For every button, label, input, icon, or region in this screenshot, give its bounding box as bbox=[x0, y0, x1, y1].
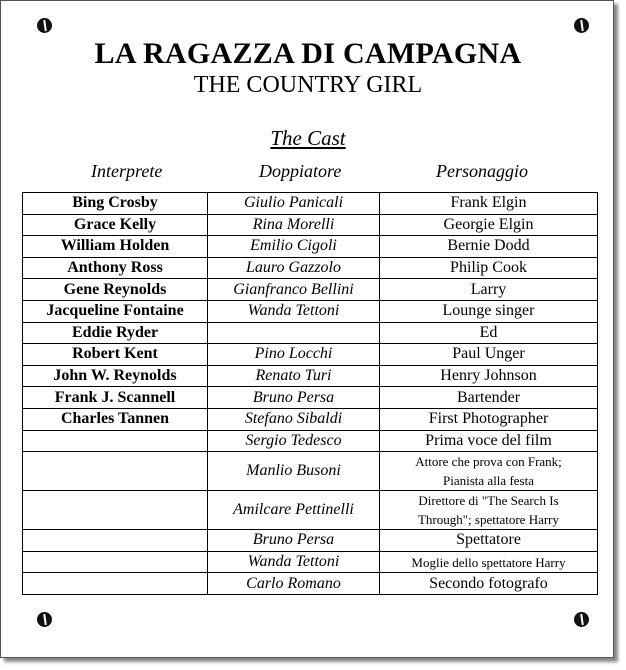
column-header-interprete: Interprete bbox=[91, 161, 163, 181]
actor-cell: Grace Kelly bbox=[23, 214, 208, 236]
dubber-cell: Renato Turi bbox=[208, 365, 380, 387]
character-cell: Secondo fotografo bbox=[380, 573, 598, 595]
table-row bbox=[23, 408, 598, 430]
table-row bbox=[23, 430, 598, 452]
character-cell: Larry bbox=[380, 279, 598, 301]
character-cell: Georgie Elgin bbox=[380, 214, 598, 236]
table-row bbox=[23, 214, 598, 236]
character-cell: Henry Johnson bbox=[380, 365, 598, 387]
character-cell: First Photographer bbox=[380, 408, 598, 430]
screw-icon-top-right bbox=[574, 18, 589, 33]
dubber-cell: Rina Morelli bbox=[208, 214, 380, 236]
dubber-cell: Gianfranco Bellini bbox=[208, 279, 380, 301]
dubber-cell: Carlo Romano bbox=[208, 573, 380, 595]
actor-cell: Bing Crosby bbox=[23, 193, 208, 215]
table-row bbox=[23, 530, 598, 552]
character-cell bbox=[380, 452, 598, 491]
actor-cell bbox=[23, 573, 208, 595]
actor-cell: Frank J. Scannell bbox=[23, 387, 208, 409]
table-row bbox=[23, 365, 598, 387]
character-cell: Bartender bbox=[380, 387, 598, 409]
actor-cell bbox=[23, 551, 208, 573]
character-cell: Lounge singer bbox=[380, 300, 598, 322]
column-header-doppiatore: Doppiatore bbox=[259, 161, 342, 181]
character-cell: Spettatore bbox=[380, 530, 598, 552]
table-row bbox=[23, 573, 598, 595]
actor-cell: Robert Kent bbox=[23, 344, 208, 366]
actor-cell bbox=[23, 491, 208, 530]
dubber-cell: Stefano Sibaldi bbox=[208, 408, 380, 430]
table-row bbox=[23, 257, 598, 279]
dubber-cell: Lauro Gazzolo bbox=[208, 257, 380, 279]
dubber-cell: Wanda Tettoni bbox=[208, 551, 380, 573]
screw-icon-bottom-right bbox=[574, 612, 589, 627]
actor-cell: John W. Reynolds bbox=[23, 365, 208, 387]
actor-cell bbox=[23, 452, 208, 491]
film-subtitle: THE COUNTRY GIRL bbox=[193, 72, 423, 98]
character-cell: Frank Elgin bbox=[380, 193, 598, 215]
section-heading bbox=[1, 126, 615, 151]
film-title: LA RAGAZZA DI CAMPAGNA bbox=[94, 37, 522, 70]
table-row bbox=[23, 300, 598, 322]
character-line: Direttore di "The Search Is bbox=[418, 493, 559, 509]
dubber-cell: Giulio Panicali bbox=[208, 193, 380, 215]
dubber-cell: Sergio Tedesco bbox=[208, 430, 380, 452]
character-cell: Bernie Dodd bbox=[380, 236, 598, 258]
character-cell: Paul Unger bbox=[380, 344, 598, 366]
dubber-cell: Emilio Cigoli bbox=[208, 236, 380, 258]
actor-cell: Eddie Ryder bbox=[23, 322, 208, 344]
cast-table bbox=[22, 192, 598, 595]
table-row bbox=[23, 279, 598, 301]
actor-cell bbox=[23, 430, 208, 452]
screw-icon-top-left bbox=[37, 18, 52, 33]
table-row bbox=[23, 387, 598, 409]
character-cell: Philip Cook bbox=[380, 257, 598, 279]
character-line: Through"; spettatore Harry bbox=[417, 512, 560, 528]
dubber-cell bbox=[208, 322, 380, 344]
section-heading-text: The Cast bbox=[270, 126, 346, 150]
table-row bbox=[23, 322, 598, 344]
table-row bbox=[23, 236, 598, 258]
table-row bbox=[23, 344, 598, 366]
character-cell: Moglie dello spettatore Harry bbox=[380, 551, 598, 573]
actor-cell: Anthony Ross bbox=[23, 257, 208, 279]
table-row bbox=[23, 551, 598, 573]
actor-cell: Gene Reynolds bbox=[23, 279, 208, 301]
table-row bbox=[23, 193, 598, 215]
dubber-cell: Bruno Persa bbox=[208, 530, 380, 552]
column-header-personaggio: Personaggio bbox=[436, 161, 528, 181]
actor-cell: William Holden bbox=[23, 236, 208, 258]
dubber-cell: Manlio Busoni bbox=[208, 452, 380, 491]
table-row bbox=[23, 452, 598, 491]
actor-cell: Charles Tannen bbox=[23, 408, 208, 430]
character-cell: Prima voce del film bbox=[380, 430, 598, 452]
dubber-cell: Bruno Persa bbox=[208, 387, 380, 409]
table-row bbox=[23, 491, 598, 530]
dubber-cell: Pino Locchi bbox=[208, 344, 380, 366]
dubber-cell: Wanda Tettoni bbox=[208, 300, 380, 322]
character-line: Pianista alla festa bbox=[443, 473, 534, 489]
actor-cell: Jacqueline Fontaine bbox=[23, 300, 208, 322]
character-cell: Ed bbox=[380, 322, 598, 344]
dubber-cell: Amilcare Pettinelli bbox=[208, 491, 380, 530]
character-cell bbox=[380, 491, 598, 530]
screw-icon-bottom-left bbox=[37, 612, 52, 627]
actor-cell bbox=[23, 530, 208, 552]
character-line: Attore che prova con Frank; bbox=[415, 454, 562, 470]
